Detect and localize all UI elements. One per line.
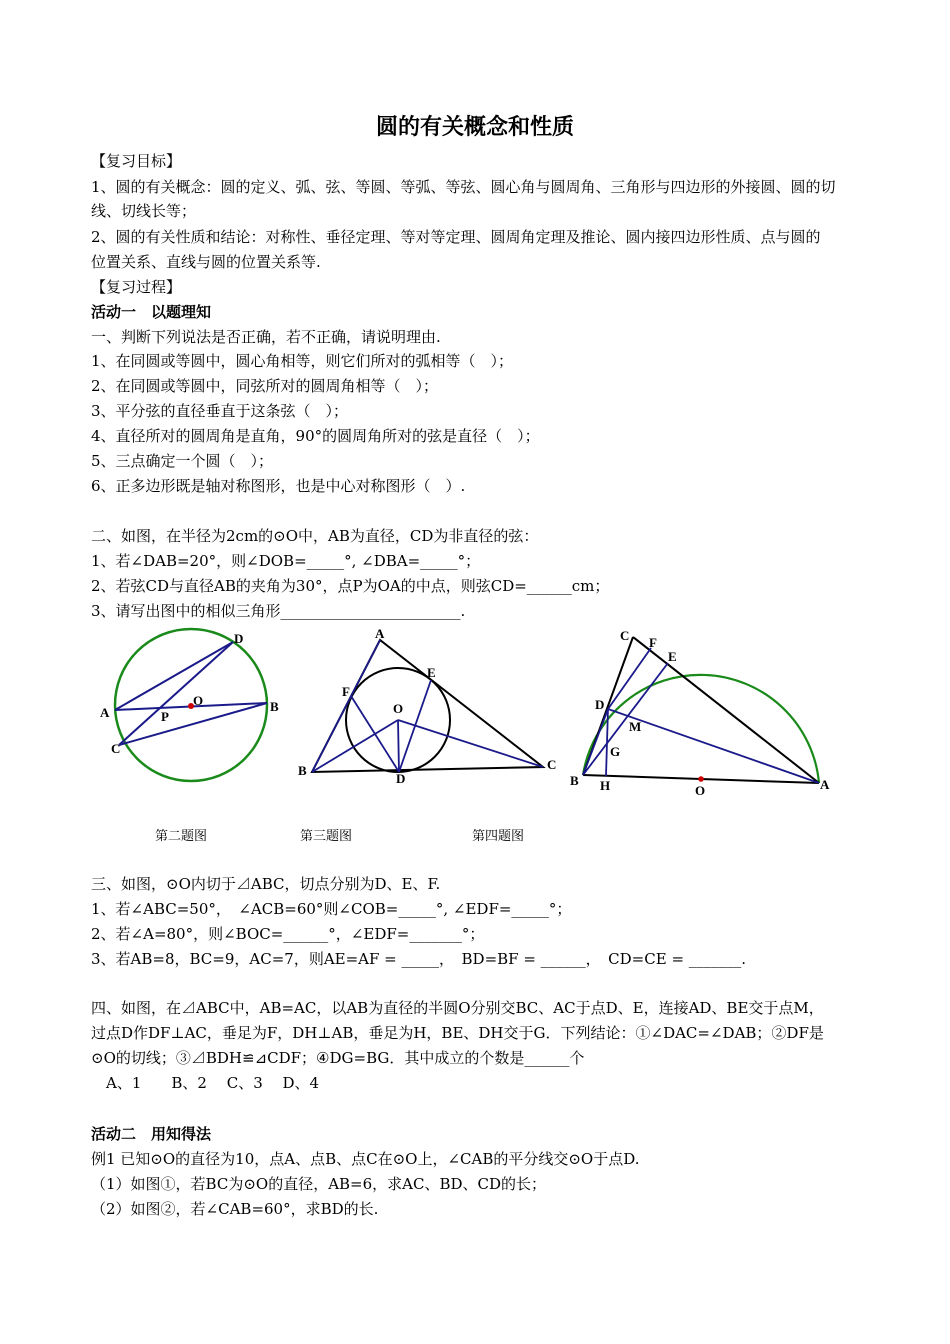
page-title: 圆的有关概念和性质 (375, 115, 574, 140)
text-line: 3、若AB=8，BC=9，AC=7，则AE=AF = _____， BD=BF = ______， CD=CE = _______. (91, 950, 747, 968)
segment-de (399, 680, 431, 772)
segment-dh (606, 709, 608, 776)
segment-od (398, 720, 399, 772)
activity-heading: 活动一 以题理知 (91, 303, 212, 321)
label-p: P (161, 709, 169, 724)
label-c: C (111, 741, 121, 756)
text-line: 2、若弦CD与直径AB的夹角为30°，点P为OA的中点，则弦CD=______cm； (91, 577, 610, 595)
label-g: G (610, 744, 621, 759)
figure-caption: 第三题图 (300, 829, 353, 844)
label-h: H (600, 778, 611, 793)
text-line: 四、如图，在⊿ABC中，AB=AC，以AB为直径的半圆O分别交BC、AC于点D、E，连接AD、BE交于点M， (91, 999, 824, 1017)
answer-options: A、1 B、2 C、3 D、4 (91, 1074, 320, 1092)
text-line: 位置关系、直线与圆的位置关系等. (91, 253, 321, 271)
text-line: 过点D作DF⊥AC，垂足为F，DH⊥AB，垂足为H，BE、DH交于G．下列结论：①∠DAC=∠DAB；②DF是 (91, 1024, 824, 1042)
label-e: E (668, 649, 677, 664)
label-o: O (193, 693, 204, 708)
text-line: 二、如图，在半径为2cm的⊙O中，AB为直径，CD为非直径的弦： (91, 527, 539, 545)
label-f: F (342, 684, 350, 699)
text-line: 3、请写出图中的相似三角形________________________. (91, 602, 466, 620)
segment-oc (398, 720, 543, 767)
label-c: C (620, 628, 630, 643)
label-c: C (547, 757, 557, 772)
activity-heading: 活动二 用知得法 (91, 1125, 212, 1143)
figure-caption: 第四题图 (472, 829, 525, 844)
label-m: M (629, 719, 642, 734)
figure-caption: 第二题图 (155, 829, 208, 844)
text-line: 4、直径所对的圆周角是直角，90°的圆周角所对的弦是直径（ ）； (91, 427, 540, 445)
label-d: D (595, 697, 605, 712)
text-line: （1）如图①，若BC为⊙O的直径，AB=6，求AC、BD、CD的长； (91, 1175, 547, 1193)
text-line: 1、圆的有关概念：圆的定义、弧、弦、等圆、等弧、等弦、圆心角与圆周角、三角形与四边形的外接圆、圆的切 (91, 178, 836, 196)
figure-2 (95, 625, 290, 790)
segment-fd (351, 696, 399, 772)
segment-bd (583, 709, 608, 775)
label-a: A (375, 626, 385, 641)
text-line: 5、三点确定一个圆（ ）； (91, 452, 274, 470)
text-line: （2）如图②，若∠CAB=60°，求BD的长. (91, 1200, 379, 1218)
figure-3 (295, 625, 565, 790)
label-a: A (100, 705, 110, 720)
label-b: B (270, 699, 279, 714)
text-line: 一、判断下列说法是否正确，若不正确，请说明理由. (91, 328, 441, 346)
text-line: 三、如图，⊙O内切于⊿ABC，切点分别为D、E、F. (91, 875, 441, 893)
text-line: 例1 已知⊙O的直径为10，点A、点B、点C在⊙O上，∠CAB的平分线交⊙O于点D. (91, 1150, 640, 1168)
text-line: 2、在同圆或等圆中，同弦所对的圆周角相等（ ）； (91, 377, 439, 395)
text-line: 2、若∠A=80°，则∠BOC=______°，∠EDF=_______°； (91, 925, 485, 943)
section-heading: 【复习目标】 (91, 152, 182, 170)
text-line: ⊙O的切线；③⊿BDH≌⊿CDF；④DG=BG．其中成立的个数是______个 (91, 1049, 585, 1067)
text-line: 1、若∠ABC=50°， ∠ACB=60°则∠COB=_____°, ∠EDF=_____°； (91, 900, 572, 918)
label-e: E (427, 665, 436, 680)
section-heading: 【复习过程】 (91, 278, 182, 296)
text-line: 6、正多边形既是轴对称图形，也是中心对称图形（ ）. (91, 477, 466, 495)
label-d: D (234, 631, 244, 646)
segment-be (583, 663, 668, 775)
center-point (698, 776, 704, 782)
chord-ad (115, 642, 233, 710)
text-line: 1、若∠DAB=20°，则∠DOB=_____°, ∠DBA=_____°； (91, 552, 481, 570)
label-d: D (396, 771, 406, 786)
text-line: 1、在同圆或等圆中，圆心角相等，则它们所对的弧相等（ ）； (91, 352, 514, 370)
figure-4 (565, 625, 840, 800)
side-ca (633, 637, 819, 783)
label-a: A (820, 777, 830, 792)
label-b: B (570, 773, 579, 788)
text-line: 3、平分弦的直径垂直于这条弦（ ）； (91, 402, 349, 420)
text-line: 线、切线长等； (91, 202, 197, 220)
text-line: 2、圆的有关性质和结论：对称性、垂径定理、等对等定理、圆周角定理及推论、圆内接四边形性质、点与圆的 (91, 228, 821, 246)
segment-df (608, 648, 651, 709)
label-f: F (649, 635, 657, 650)
label-o: O (393, 701, 404, 716)
label-b: B (298, 763, 307, 778)
label-o: O (695, 783, 706, 798)
